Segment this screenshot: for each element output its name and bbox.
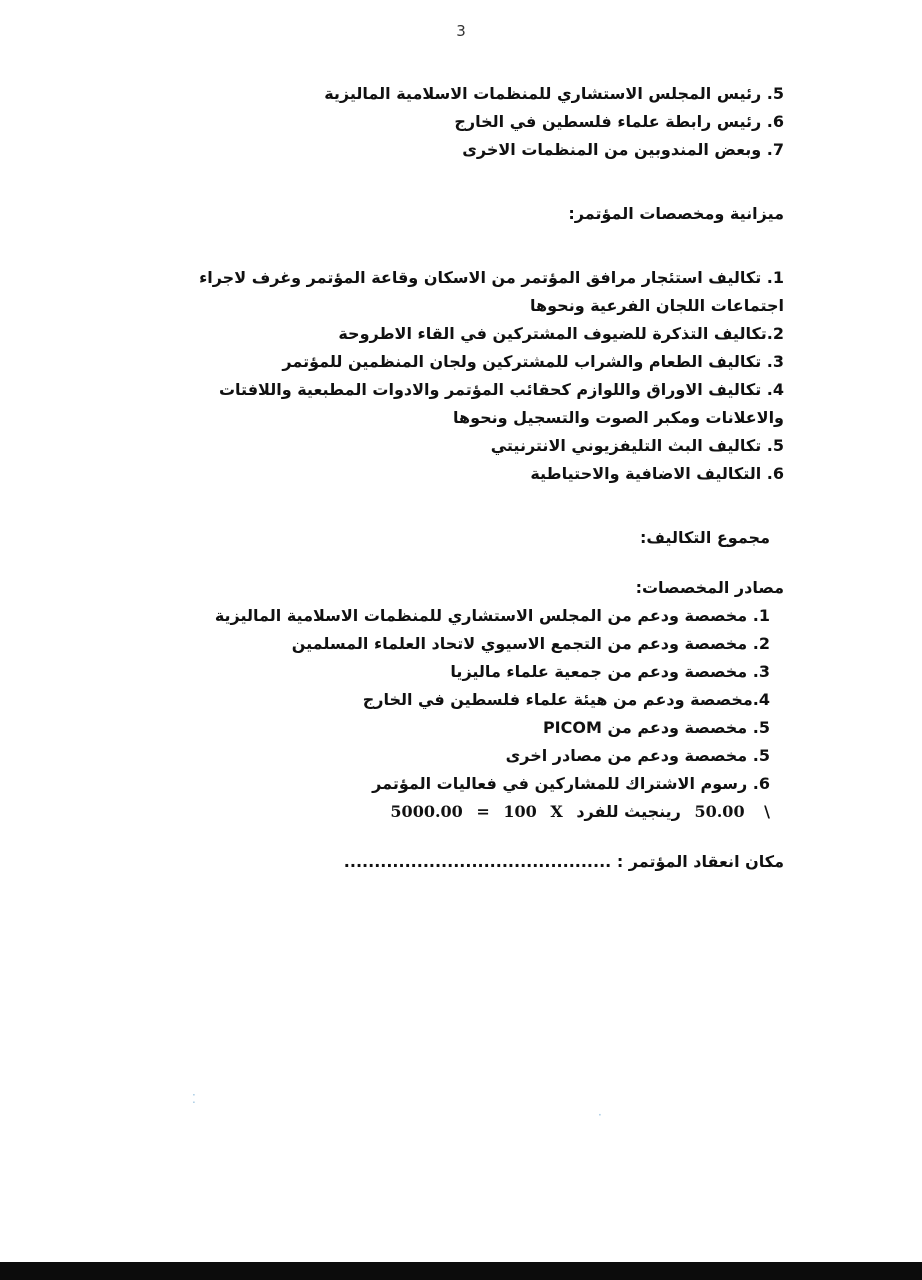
document-body xyxy=(184,80,784,876)
funding-item: 4.مخصصة ودعم من هيئة علماء فلسطين في الخارج xyxy=(362,690,770,709)
budget-item: 6. التكاليف الاضافية والاحتياطية xyxy=(530,464,784,483)
page-number: 3 xyxy=(456,22,466,40)
budget-item: 1. تكاليف استئجار مرافق المؤتمر من الاسكان وقاعة المؤتمر وغرف لاجراء اجتماعات اللجان الفرعية ونحوها xyxy=(199,268,784,315)
participant-item: 6. رئيس رابطة علماء فلسطين في الخارج xyxy=(454,112,784,131)
fee-result: 5000.00 xyxy=(390,802,463,821)
scan-speck: · xyxy=(598,1108,602,1122)
budget-item: 3. تكاليف الطعام والشراب للمشتركين ولجان المنظمين للمؤتمر xyxy=(282,352,784,371)
fee-times: X xyxy=(550,802,563,821)
budget-item: 4. تكاليف الاوراق واللوازم كحقائب المؤتمر والادوات المطبعية واللافتات والاعلانات ومكبر الصوت والتسجيل ونحوها xyxy=(218,380,784,427)
venue-value: ............................................ xyxy=(343,852,612,871)
total-costs-label: مجموع التكاليف: xyxy=(639,528,770,547)
funding-item: 5. مخصصة ودعم من PICOM xyxy=(542,718,770,737)
fee-slash: \ xyxy=(764,802,770,821)
participant-item: 7. وبعض المندوبين من المنظمات الاخرى xyxy=(462,140,784,159)
fee-calculation xyxy=(184,798,784,826)
venue-line xyxy=(184,848,784,876)
budget-item: 2.تكاليف التذكرة للضيوف المشتركين في القاء الاطروحة xyxy=(338,324,784,343)
funding-item: 1. مخصصة ودعم من المجلس الاستشاري للمنظمات الاسلامية الماليزية xyxy=(214,606,770,625)
budget-item: 5. تكاليف البث التليفزيوني الانترنيتي xyxy=(490,436,784,455)
scan-speck: ⁚ xyxy=(192,1092,196,1106)
scan-edge-bar xyxy=(0,1262,922,1280)
funding-heading: مصادر المخصصات: xyxy=(635,578,784,597)
funding-item: 2. مخصصة ودعم من التجمع الاسيوي لاتحاد العلماء المسلمين xyxy=(291,634,770,653)
fee-equals: = xyxy=(476,802,490,821)
fee-amount: 50.00 xyxy=(694,802,745,821)
fee-count: 100 xyxy=(503,802,537,821)
funding-item: 5. مخصصة ودعم من مصادر اخرى xyxy=(505,746,770,765)
funding-item: 3. مخصصة ودعم من جمعية علماء ماليزيا xyxy=(450,662,770,681)
funding-item: 6. رسوم الاشتراك للمشاركين في فعاليات المؤتمر xyxy=(372,774,770,793)
fee-unit: رينجيث للفرد xyxy=(576,802,681,821)
participant-item: 5. رئيس المجلس الاستشاري للمنظمات الاسلامية الماليزية xyxy=(324,84,784,103)
venue-label: مكان انعقاد المؤتمر : xyxy=(616,852,784,871)
budget-heading: ميزانية ومخصصات المؤتمر: xyxy=(568,204,784,223)
